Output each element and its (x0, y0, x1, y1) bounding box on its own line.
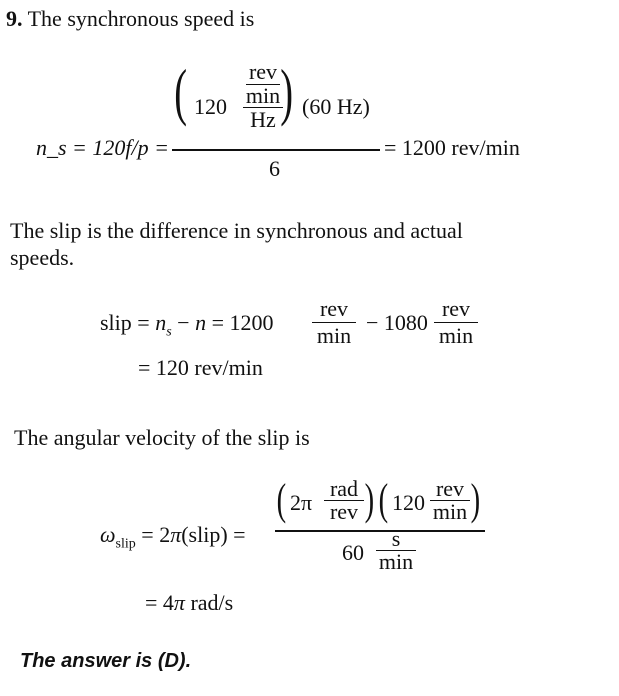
eq3-numerator (276, 475, 486, 528)
problem-heading (6, 6, 254, 32)
right-paren: ) (280, 56, 294, 127)
eq1-coef: 120 (194, 94, 227, 119)
eq3-rad-rev (324, 478, 364, 523)
eq1-fraction-bar (172, 149, 380, 151)
eq1-freq: (60 Hz) (302, 94, 370, 119)
eq3-min2: min (430, 500, 470, 523)
eq3-s-min (376, 528, 416, 573)
heading-text: The synchronous speed is (27, 6, 255, 31)
para2-line: The angular velocity of the slip is (14, 425, 310, 450)
eq3-den60: 60 (342, 540, 364, 565)
eq3-min3: min (376, 550, 416, 573)
eq2-frac2-den: min (434, 322, 478, 349)
eq3-rparen1: ) (364, 475, 375, 524)
answer-text: The answer is (D). (20, 650, 192, 672)
eq2-result: = 120 rev/min (138, 355, 263, 380)
eq2-frac2 (434, 296, 478, 349)
eq3-lhs: $\omega_{slip}$ = 2π(slip) = (100, 522, 246, 552)
eq1-min: min (245, 83, 281, 108)
eq3-rev2: rev (435, 476, 465, 501)
eq3-lparen2: ( (378, 475, 389, 524)
eq1-inner-fraction (242, 60, 284, 132)
eq1-den: 6 (269, 156, 280, 181)
eq3-rev-min (430, 478, 470, 523)
eq1-rev: rev (248, 59, 278, 84)
eq2-frac2-num: rev (441, 296, 471, 321)
eq3-rparen2: ) (470, 475, 481, 524)
para1-line1: The slip is the difference in synchronous and actual (10, 218, 463, 243)
eq3-rev: rev (324, 500, 364, 523)
para1-line2: speeds. (10, 245, 75, 270)
eq3-s: s (391, 526, 401, 551)
problem-number: 9. (6, 6, 23, 31)
eq3-result: = 4π rad/s (145, 590, 234, 615)
eq2-frac1 (312, 296, 356, 349)
left-paren: ( (174, 56, 188, 127)
eq3-rad: rad (329, 476, 359, 501)
eq2-frac1-num: rev (319, 296, 349, 321)
eq1-result: = 1200 rev/min (384, 135, 520, 160)
eq1-hz: Hz (250, 107, 276, 132)
eq2-lhs: slip = $n_s - n = 1200$ (100, 310, 274, 340)
eq2-frac1-den: min (312, 322, 356, 349)
eq3-coef120: 120 (392, 490, 425, 515)
eq3-twopi: 2π (290, 490, 313, 515)
eq1-lhs: n_s = 120f/p = (36, 135, 169, 160)
eq3-lparen1: ( (276, 475, 287, 524)
eq2-minus: − 1080 (366, 310, 428, 335)
